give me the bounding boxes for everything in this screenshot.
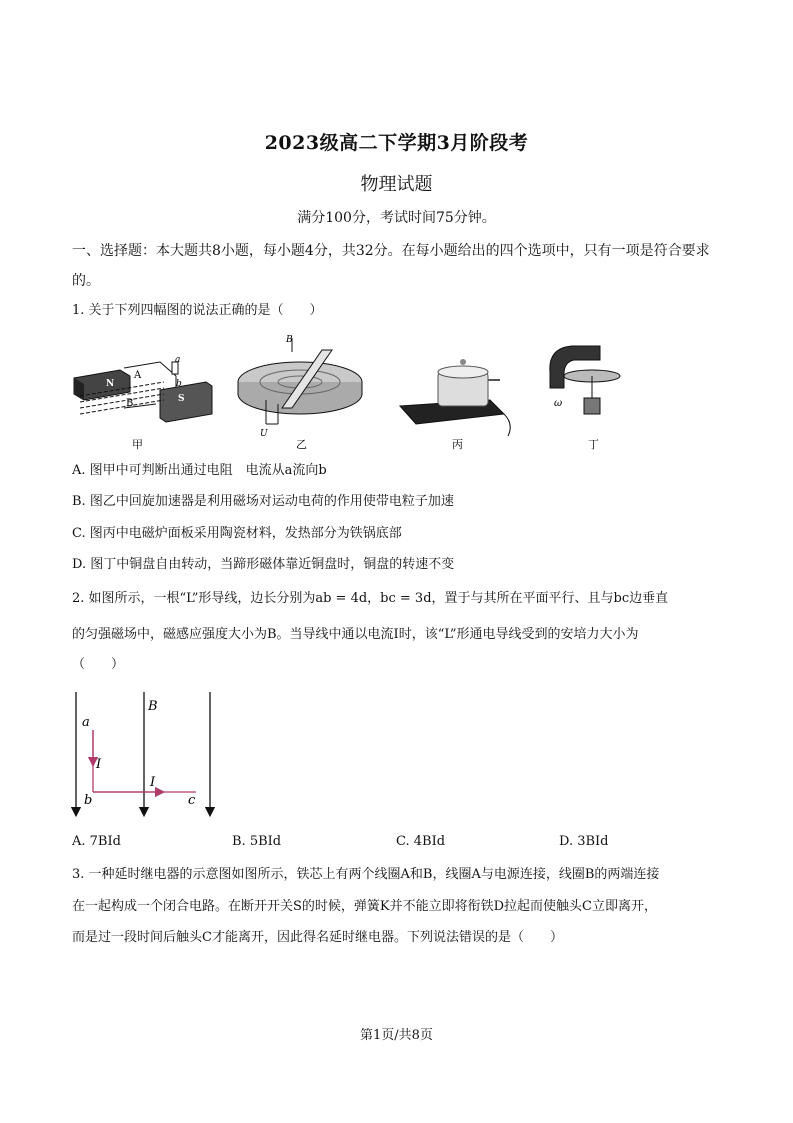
section-heading: 一、选择题：本大题共8小题，每小题4分，共32分。在每小题给出的四个选项中，只有一项是符合要求的。 [72, 243, 710, 289]
label-c: c [188, 793, 196, 808]
label-I-ab: I [96, 757, 102, 772]
figure-yi [238, 335, 362, 451]
q1-option-c: C. 图丙中电磁炉面板采用陶瓷材料，发热部分为铁锅底部 [72, 526, 402, 541]
q2-stem-line2: 的匀强磁场中，磁感应强度大小为B。当导线中通以电流I时，该“L”形通电导线受到的安培力大小为 [72, 627, 639, 642]
label-a: a [82, 715, 90, 730]
label-b: b [176, 379, 182, 389]
figure-bing [400, 359, 510, 451]
q1-figures [60, 328, 660, 458]
label-B: B [126, 398, 134, 409]
exam-title: 2023级高二下学期3月阶段考 [264, 132, 529, 154]
exam-subtitle: 物理试题 [360, 174, 433, 195]
caption-jia: 甲 [132, 438, 143, 451]
label-N: N [106, 379, 115, 389]
power-cord [504, 414, 510, 436]
q2-stem-line3: （ ） [72, 657, 125, 672]
q1-option-d: D. 图丁中铜盘自由转动，当蹄形磁体靠近铜盘时，铜盘的转速不变 [72, 557, 455, 572]
lid-knob [460, 359, 466, 365]
q2-option-d: D. 3BId [559, 834, 609, 849]
magnet-s-block [160, 382, 212, 422]
field-line-4 [80, 400, 164, 414]
q2-option-b: B. 5BId [232, 834, 282, 849]
q1-option-a: A. 图甲中可判断出通过电阻 电流从a流向b [72, 463, 327, 478]
q2-option-c: C. 4BId [396, 834, 446, 849]
label-a: a [175, 355, 181, 365]
label-B: B [148, 699, 158, 714]
q2-stem-line1: 2. 如图所示，一根“L”形导线，边长分别为ab = 4d，bc = 3d，置于与其所在平面平行、且与bc边垂直 [72, 591, 669, 606]
caption-bing: 丙 [452, 438, 463, 451]
q3-line1: 3. 一种延时继电器的示意图如图所示，铁芯上有两个线圈A和B，线圈A与电源连接，线圈B的两端连接 [72, 867, 660, 882]
caption-yi: 乙 [296, 438, 307, 451]
label-A: A [134, 370, 142, 381]
q2-figure [64, 688, 224, 818]
label-S: S [178, 394, 185, 404]
label-U: U [260, 429, 268, 439]
page-number: 第1页/共8页 [360, 1028, 433, 1043]
q3-line3: 而是过一段时间后触头C才能离开，因此得名延时继电器。下列说法错误的是（ ） [72, 930, 563, 945]
weight [584, 398, 600, 414]
wire-top [124, 362, 176, 388]
exam-note: 满分100分，考试时间75分钟。 [297, 210, 496, 226]
q1-stem: 1. 关于下列四幅图的说法正确的是（ ） [72, 303, 323, 318]
label-I-bc: I [150, 775, 156, 790]
figure-jia [74, 355, 212, 451]
pot-lid [438, 366, 488, 378]
label-omega: ω [554, 398, 563, 409]
figure-ding [550, 346, 620, 451]
caption-ding: 丁 [588, 438, 599, 451]
label-b: b [84, 793, 93, 808]
label-B2: B [286, 335, 293, 345]
q3-line2: 在一起构成一个闭合电路。在断开开关S的时候，弹簧K并不能立即将衔铁D拉起而使触头C立即离开， [72, 899, 657, 914]
q1-option-b: B. 图乙中回旋加速器是利用磁场对运动电荷的作用使带电粒子加速 [72, 494, 454, 509]
q2-option-a: A. 7BId [72, 834, 121, 849]
